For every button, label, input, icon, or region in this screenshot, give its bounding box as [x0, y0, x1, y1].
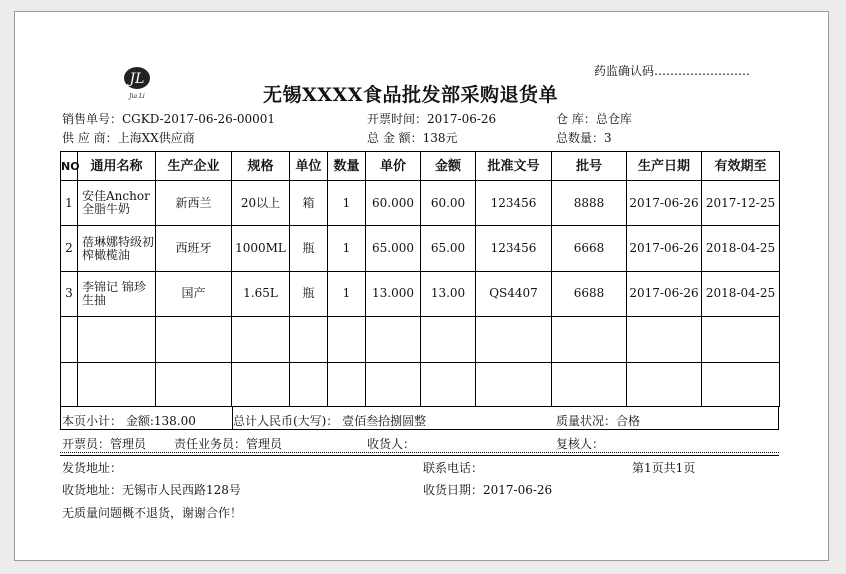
sale-number: 销售单号：CGKD-2017-06-26-00001 [62, 112, 276, 126]
table-cell: 西班牙 [156, 226, 232, 271]
confirm-code-label: 药监确认码…………………… [594, 64, 751, 78]
table-cell [476, 317, 552, 362]
col-header: 生产企业 [156, 152, 232, 181]
table-cell: 瓶 [290, 226, 328, 271]
table-cell: 60.000 [366, 181, 421, 226]
table-cell: QS4407 [476, 271, 552, 316]
col-header: 批号 [552, 152, 627, 181]
table-cell: 8888 [552, 181, 627, 226]
table-cell [552, 362, 627, 406]
table-cell [421, 362, 476, 406]
table-header-row [61, 152, 780, 181]
page-title: 无锡XXXX食品批发部采购退货单 [263, 84, 558, 106]
table-cell [627, 317, 702, 362]
total-amount: 总 金 额：138元 [367, 131, 458, 145]
table-cell: 65.00 [421, 226, 476, 271]
table-row [61, 271, 780, 316]
warehouse: 仓 库：总仓库 [556, 112, 632, 126]
table-cell: 瓶 [290, 271, 328, 316]
table-row [61, 362, 780, 406]
total-rmb-upper: 总计人民币(大写)： 壹佰叁拾捌圆整 [233, 414, 427, 428]
table-cell: 123456 [476, 181, 552, 226]
table-cell: 13.000 [366, 271, 421, 316]
col-header: 规格 [232, 152, 290, 181]
table-cell: 65.000 [366, 226, 421, 271]
items-table [60, 151, 780, 407]
col-header: 有效期至 [702, 152, 780, 181]
table-cell [328, 362, 366, 406]
svg-text:Jia Li: Jia Li [129, 93, 145, 100]
table-cell: 6688 [552, 271, 627, 316]
table-cell [702, 362, 780, 406]
col-header: 批准文号 [476, 152, 552, 181]
table-cell: 2018-04-25 [702, 271, 780, 316]
quality-status: 质量状况：合格 [556, 414, 641, 428]
table-cell: 1 [328, 226, 366, 271]
return-policy-note: 无质量问题概不退货，谢谢合作！ [62, 506, 243, 520]
col-header: 单价 [366, 152, 421, 181]
table-cell [328, 317, 366, 362]
table-cell: 20以上 [232, 181, 290, 226]
divider [60, 455, 779, 456]
table-cell: 安佳Anchor全脂牛奶 [78, 181, 156, 226]
table-cell [290, 362, 328, 406]
page-indicator: 第1页共1页 [632, 461, 696, 475]
table-cell [61, 317, 78, 362]
table-cell [552, 317, 627, 362]
table-cell: 6668 [552, 226, 627, 271]
receiver: 收货人： [367, 437, 416, 451]
table-cell [421, 317, 476, 362]
table-cell [78, 362, 156, 406]
table-cell: 60.00 [421, 181, 476, 226]
table-cell [290, 317, 328, 362]
table-cell: 13.00 [421, 271, 476, 316]
table-cell [476, 362, 552, 406]
table-cell [61, 362, 78, 406]
reviewer: 复核人： [556, 437, 605, 451]
col-header: 单位 [290, 152, 328, 181]
sales-person: 责任业务员：管理员 [174, 437, 283, 451]
table-cell [232, 317, 290, 362]
col-header: 数量 [328, 152, 366, 181]
contact-phone: 联系电话： [423, 461, 484, 475]
col-header: 通用名称 [78, 152, 156, 181]
table-cell: 箱 [290, 181, 328, 226]
table-cell: 2017-06-26 [627, 271, 702, 316]
table-cell: 国产 [156, 271, 232, 316]
table-cell: 1.65L [232, 271, 290, 316]
svg-text:JL: JL [129, 71, 145, 87]
col-header: 生产日期 [627, 152, 702, 181]
receive-address: 收货地址：无锡市人民西路128号 [62, 483, 241, 497]
table-cell: 3 [61, 271, 78, 316]
supplier: 供 应 商：上海XX供应商 [62, 131, 195, 145]
table-cell: 123456 [476, 226, 552, 271]
col-header: 金额 [421, 152, 476, 181]
table-cell: 1000ML [232, 226, 290, 271]
issuer: 开票员：管理员 [62, 437, 147, 451]
table-cell [366, 362, 421, 406]
table-cell [366, 317, 421, 362]
table-cell: 2 [61, 226, 78, 271]
table-cell: 2017-06-26 [627, 181, 702, 226]
col-header: NO [61, 152, 78, 181]
table-row [61, 226, 780, 271]
table-cell: 2017-12-25 [702, 181, 780, 226]
table-cell: 2017-06-26 [627, 226, 702, 271]
ship-address: 发货地址： [62, 461, 123, 475]
table-cell [156, 362, 232, 406]
page-subtotal: 本页小计： 金额:138.00 [62, 414, 196, 428]
table-cell: 2018-04-25 [702, 226, 780, 271]
company-logo [116, 63, 162, 103]
table-cell: 李锦记 锦珍生抽 [78, 271, 156, 316]
table-cell [702, 317, 780, 362]
table-cell: 蓓琳娜特级初榨橄榄油 [78, 226, 156, 271]
divider [60, 452, 779, 453]
total-quantity: 总数量：3 [556, 131, 612, 145]
table-cell [232, 362, 290, 406]
table-cell: 1 [61, 181, 78, 226]
table-cell: 新西兰 [156, 181, 232, 226]
table-row [61, 181, 780, 226]
table-cell: 1 [328, 271, 366, 316]
table-cell [627, 362, 702, 406]
receive-date: 收货日期：2017-06-26 [423, 483, 553, 497]
table-row [61, 317, 780, 362]
table-cell [156, 317, 232, 362]
table-cell [78, 317, 156, 362]
invoice-time: 开票时间：2017-06-26 [367, 112, 497, 126]
table-cell: 1 [328, 181, 366, 226]
